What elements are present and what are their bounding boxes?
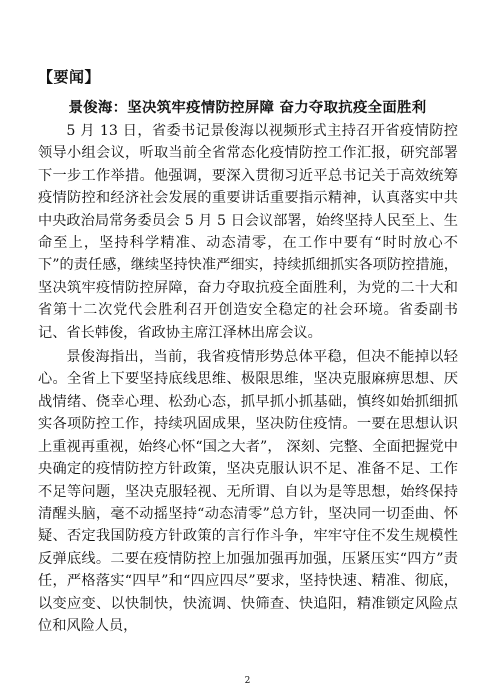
section-tag: 【要闻】 (38, 68, 101, 86)
article-paragraph-1: 5 月 13 日，省委书记景俊海以视频形式主持召开省疫情防控领导小组会议，听取当前全省常态化疫情防控工作汇报，研究部署下一步工作举措。他强调，要深入贯彻习近平总书记关于高效统筹疫情防控和经济社会发展的重要讲话重要指示精神，认真落实中共中央政治局常务委员会 5 月 5 日会议部署，始终坚持人民至上、生命至上，坚持科学精准、动态清零，在工作中要有“时时放心不下”的责任感，继续坚持快准严细实，持续抓细抓实各项防控措施，坚决筑牢疫情防控屏障，奋力夺取抗疫全面胜利，为党的二十大和省第十二次党代会胜利召开创造安全稳定的社会环境。省委副书记、省长韩俊，省政协主席江泽林出席会议。 (38, 123, 458, 341)
article-headline: 景俊海：坚决筑牢疫情防控屏障 奋力夺取抗疫全面胜利 (68, 99, 427, 116)
article-body (38, 120, 458, 639)
article-paragraph-2: 景俊海指出，当前，我省疫情形势总体平稳，但决不能掉以轻心。全省上下要坚持底线思维、极限思维，坚决克服麻痹思想、厌战情绪、侥幸心理、松劲心态，抓早抓小抓基础，慎终如始抓细抓实各项防控工作，持续巩固成果，坚决防住疫情。一要在思想认识上重视再重视，始终心怀“国之大者”， 深刻、完整、全面把握党中央确定的疫情防控方针政策，坚决克服认识不足、准备不足、工作不足等问题，坚决克服轻视、无所谓、自以为是等思想，始终保持清醒头脑，毫不动摇坚持“动态清零”总方针，坚决同一切歪曲、怀疑、否定我国防疫方针政策的言行作斗争，牢牢守住不发生规模性反弹底线。二要在疫情防控上加强加强再加强，压紧压实“四方”责任，严格落实“四早”和“四应四尽”要求，坚持快速、精准、彻底，以变应变、以快制快，快流调、快筛查、快追阳，精准锁定风险点位和风险人员， (38, 349, 458, 634)
page-number: 2 (244, 676, 251, 686)
